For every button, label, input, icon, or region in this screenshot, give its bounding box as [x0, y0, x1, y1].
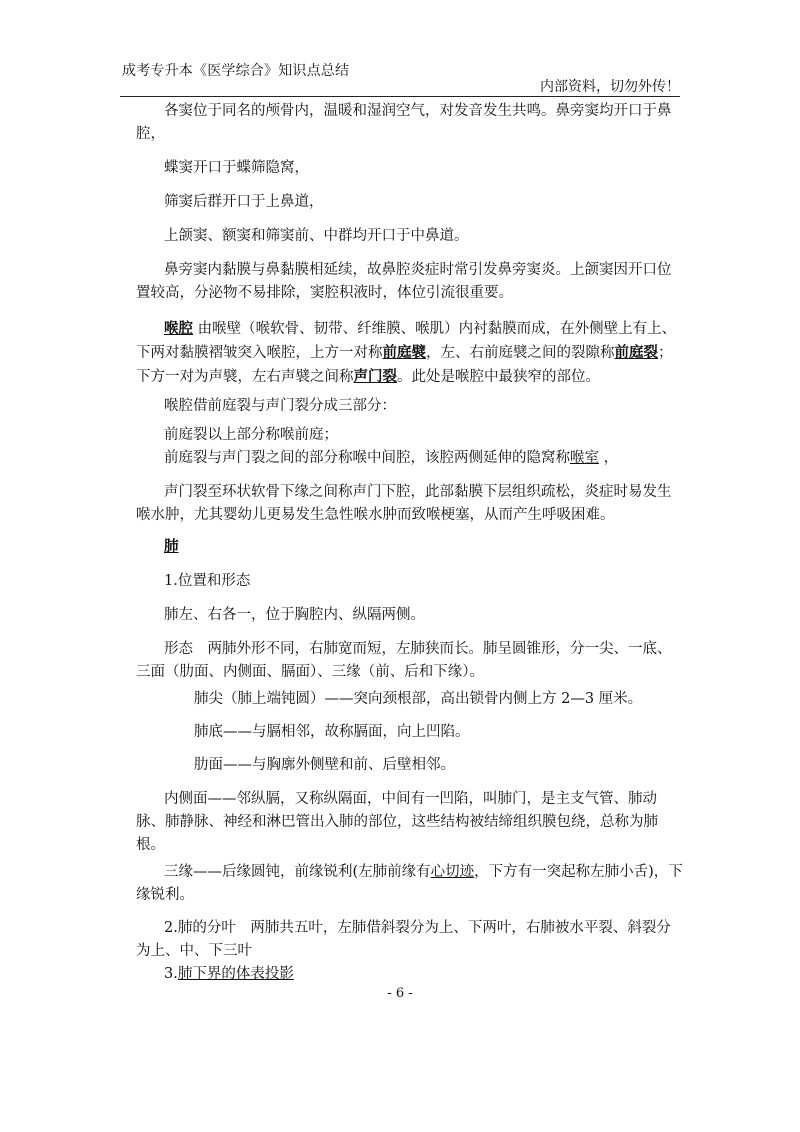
heading-position-shape: 1.位置和形态 [164, 573, 251, 589]
heading-lower-border-projection: 3.肺下界的体表投影 [164, 966, 294, 982]
paragraph-larynx-cavity: 喉腔 由喉壁（喉软骨、韧带、纤维膜、喉肌）内衬黏膜而成，在外侧壁上有上、下两对黏膜褶皱突入喉腔，上方一对称前庭襞，左、右前庭襞之间的裂隙称前庭裂；下方一对为声襞，左右声襞之间称声门裂。此处是喉腔中最狭窄的部位。 [136, 320, 677, 385]
header-title: 成考专升本《医学综合》知识点总结 [122, 63, 350, 79]
paragraph-base: 肺底——与膈相邻，故称膈面，向上凹陷。 [194, 724, 470, 740]
paragraph-larynx-parts: 喉腔借前庭裂与声门裂分成三部分： [164, 398, 396, 414]
paragraph-sinus-intro: 各窦位于同名的颅骨内，温暖和湿润空气，对发音发生共鸣。鼻旁窦均开口于鼻腔， [136, 103, 672, 142]
paragraph-intermediate-cavity: 前庭裂与声门裂之间的部分称喉中间腔，该腔两侧延伸的隐窝称喉室 ， [164, 450, 619, 466]
paragraph-infraglottic: 声门裂至环状软骨下缘之间称声门下腔，此部黏膜下层组织疏松，炎症时易发生喉水肿，尤其婴幼儿更易发生急性喉水肿而致喉梗塞，从而产生呼吸困难。 [136, 484, 672, 523]
paragraph-vestibule: 前庭裂以上部分称喉前庭； [164, 427, 338, 443]
paragraph-costal-surface: 肋面——与胸廓外侧壁和前、后壁相邻。 [194, 757, 455, 773]
page-number: - 6 - [387, 986, 413, 1001]
term-rima-glottidis: 声门裂 [353, 368, 397, 385]
paragraph-borders: 三缘——后缘圆钝，前缘锐利(左肺前缘有心切迹，下方有一突起称左肺小舌)，下缘锐利。 [136, 864, 683, 903]
paragraph-lung-location: 肺左、右各一，位于胸腔内、纵隔两侧。 [164, 607, 425, 623]
term-cardiac-notch: 心切迹 [430, 864, 475, 880]
paragraph-lung-shape: 形态 两肺外形不同，右肺宽而短，左肺狭而长。肺呈圆锥形，分一尖、一底、三面（肋面、内侧面、膈面）、三缘（前、后和下缘）。 [136, 641, 672, 680]
page-content [136, 96, 684, 986]
paragraph-apex: 肺尖（肺上端钝圆）——突向颈根部，高出锁骨内侧上方 2—3 厘米。 [194, 691, 643, 707]
term-larynx-cavity: 喉腔 [164, 320, 193, 337]
paragraph-medial-surface: 内侧面——邻纵膈，又称纵隔面，中间有一凹陷，叫肺门，是主支气管、肺动脉、肺静脉、神经和淋巴管出入肺的部位，这些结构被结缔组织膜包绕，总称为肺根。 [136, 791, 658, 853]
heading-lung: 肺 [164, 538, 179, 555]
paragraph-sphenoid: 蝶窦开口于蝶筛隐窝， [164, 160, 309, 176]
term-vestibular-fold: 前庭襞 [382, 344, 426, 361]
paragraph-lobes: 2.肺的分叶 两肺共五叶，左肺借斜裂分为上、下两叶，右肺被水平裂、斜裂分为上、中、下三叶 [136, 920, 671, 959]
term-rima-vestibuli: 前庭裂 [614, 344, 658, 361]
header-notice: 内部资料，切勿外传！ [540, 79, 680, 95]
paragraph-ethmoid-posterior: 筛窦后群开口于上鼻道， [164, 194, 324, 210]
paragraph-sinusitis: 鼻旁窦内黏膜与鼻黏膜相延续，故鼻腔炎症时常引发鼻旁窦炎。上颌窦因开口位置较高，分泌物不易排除，窦腔积液时，体位引流很重要。 [136, 262, 672, 301]
paragraph-middle-meatus: 上颌窦、额窦和筛窦前、中群均开口于中鼻道。 [164, 228, 469, 244]
term-ventricle: 喉室 [570, 450, 599, 466]
